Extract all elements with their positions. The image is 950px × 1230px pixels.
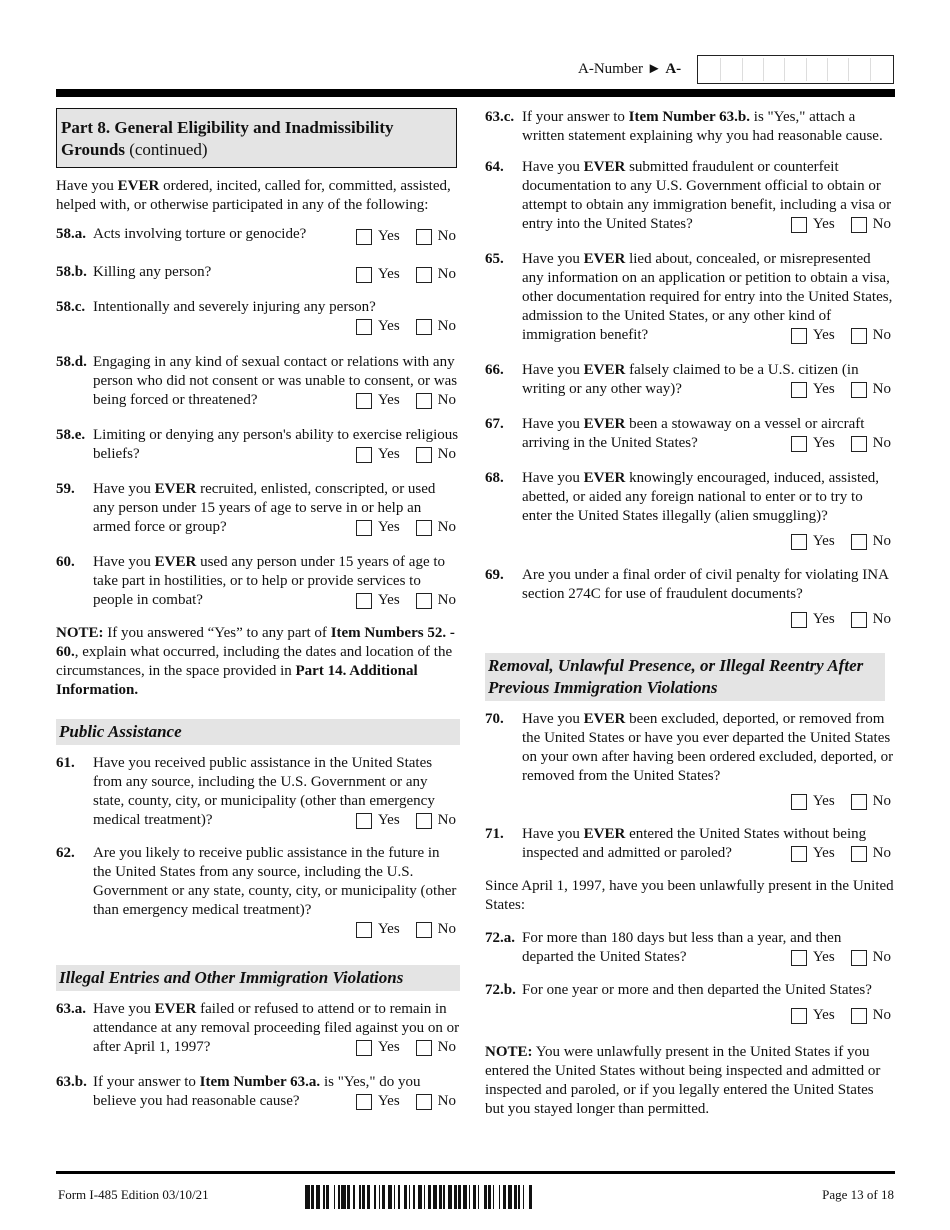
question-58b: 58.b. Killing any person? Yes No <box>56 263 460 284</box>
yes-no-58a: Yes No <box>356 227 460 246</box>
yes-checkbox[interactable] <box>791 534 807 550</box>
barcode-bar <box>532 1185 534 1209</box>
left-column <box>56 108 460 1127</box>
no-checkbox[interactable] <box>851 846 867 862</box>
question-58e: 58.e. Limiting or denying any person's ability to exercise religious beliefs? Yes No <box>56 427 459 462</box>
yes-no-63a: Yes No <box>356 1038 460 1057</box>
question-61: 61. Have you received public assistance in the United States from any source, including the U.S. Government or any state, county, city, or municipality (other than emergency medical treatment)? Yes No <box>56 754 460 830</box>
section-public-assistance: Public Assistance <box>56 719 460 745</box>
no-checkbox[interactable] <box>416 520 432 536</box>
no-checkbox[interactable] <box>416 1040 432 1056</box>
yes-no-71: Yes No <box>791 844 895 863</box>
yes-checkbox[interactable] <box>356 593 372 609</box>
note-items-52-60: NOTE: If you answered “Yes” to any part of Item Numbers 52. - 60., explain what occurred, including the dates and location of the circumstances, in the space provided in Part 14. Additional Information. <box>56 625 455 698</box>
question-59: 59. Have you EVER recruited, enlisted, conscripted, or used any person under 15 years of age to serve in or help an armed force or group? Yes No <box>56 480 460 537</box>
yes-no-65: Yes No <box>791 326 895 345</box>
a-number-input[interactable] <box>697 55 894 84</box>
yes-checkbox[interactable] <box>791 846 807 862</box>
section-illegal-entries: Illegal Entries and Other Immigration Violations <box>56 965 460 991</box>
yes-no-58d: Yes No <box>356 391 460 410</box>
no-checkbox[interactable] <box>851 950 867 966</box>
no-checkbox[interactable] <box>416 229 432 245</box>
yes-no-59: Yes No <box>356 518 460 537</box>
yes-no-61: Yes No <box>356 811 460 830</box>
yes-no-72b: Yes No <box>522 1006 895 1025</box>
question-72b: 72.b. For one year or more and then departed the United States? Yes No <box>485 981 895 1025</box>
yes-no-60: Yes No <box>356 591 460 610</box>
question-63a: 63.a. Have you EVER failed or refused to attend or to remain in attendance at any removal proceeding filed against you on or after April 1, 1997? Yes No <box>56 1001 460 1055</box>
question-58c: 58.c. Intentionally and severely injuring any person? Yes No <box>56 298 460 336</box>
since-1997-text: Since April 1, 1997, have you been unlawfully present in the United States: <box>485 878 894 913</box>
yes-checkbox[interactable] <box>356 1040 372 1056</box>
yes-no-69: Yes No <box>522 610 895 629</box>
yes-checkbox[interactable] <box>791 1008 807 1024</box>
question-63c: 63.c. If your answer to Item Number 63.b. is "Yes," attach a written statement explaining why you had reasonable cause. <box>485 109 883 144</box>
no-checkbox[interactable] <box>416 267 432 283</box>
question-69: 69. Are you under a final order of civil penalty for violating INA section 274C for use of fraudulent documents? Yes No <box>485 566 895 629</box>
no-checkbox[interactable] <box>851 217 867 233</box>
yes-checkbox[interactable] <box>356 1094 372 1110</box>
yes-checkbox[interactable] <box>356 393 372 409</box>
page-number: Page 13 of 18 <box>822 1187 894 1202</box>
section-removal-unlawful-presence: Removal, Unlawful Presence, or Illegal Reentry After Previous Immigration Violations <box>485 653 885 701</box>
right-column <box>485 108 895 1129</box>
no-checkbox[interactable] <box>416 447 432 463</box>
yes-no-63b: Yes No <box>356 1092 460 1111</box>
yes-checkbox[interactable] <box>356 813 372 829</box>
no-checkbox[interactable] <box>851 612 867 628</box>
yes-checkbox[interactable] <box>791 950 807 966</box>
no-checkbox[interactable] <box>851 1008 867 1024</box>
yes-checkbox[interactable] <box>791 794 807 810</box>
yes-checkbox[interactable] <box>356 319 372 335</box>
footer-rule <box>56 1171 895 1174</box>
yes-checkbox[interactable] <box>791 328 807 344</box>
yes-checkbox[interactable] <box>791 612 807 628</box>
yes-no-68: Yes No <box>522 532 895 551</box>
question-60: 60. Have you EVER used any person under 15 years of age to take part in hostilities, or to help or provide services to people in combat? Yes No <box>56 553 460 610</box>
yes-checkbox[interactable] <box>356 267 372 283</box>
part-heading: Part 8. General Eligibility and Inadmissibility Grounds (continued) <box>56 108 457 168</box>
yes-no-66: Yes No <box>791 380 895 399</box>
question-65: 65. Have you EVER lied about, concealed, or misrepresented any information on an application or petition to obtain a visa, other documentation required for entry into the United States, admission to the United States, or any other kind of immigration benefit? Yes No <box>485 250 895 345</box>
question-58a: 58.a. Acts involving torture or genocide? Yes No <box>56 225 460 246</box>
form-edition: Form I-485 Edition 03/10/21 <box>58 1187 209 1202</box>
yes-no-72a: Yes No <box>791 948 895 967</box>
yes-no-58b: Yes No <box>356 265 460 284</box>
yes-checkbox[interactable] <box>791 217 807 233</box>
no-checkbox[interactable] <box>416 593 432 609</box>
question-67: 67. Have you EVER been a stowaway on a vessel or aircraft arriving in the United States? Yes No <box>485 415 895 453</box>
no-checkbox[interactable] <box>851 794 867 810</box>
yes-checkbox[interactable] <box>356 520 372 536</box>
yes-no-64: Yes No <box>791 215 895 234</box>
question-68: 68. Have you EVER knowingly encouraged, induced, assisted, abetted, or aided any foreign national to enter or to try to enter the United States illegally (alien smuggling)? Yes No <box>485 469 895 551</box>
yes-no-58e: Yes No <box>356 445 460 464</box>
question-58d: 58.d. Engaging in any kind of sexual contact or relations with any person who did not consent or was unable to consent, or was being forced or threatened? Yes No <box>56 353 460 410</box>
yes-checkbox[interactable] <box>356 922 372 938</box>
yes-no-67: Yes No <box>791 434 895 453</box>
barcode-image <box>305 1185 715 1209</box>
no-checkbox[interactable] <box>851 328 867 344</box>
question-66: 66. Have you EVER falsely claimed to be a U.S. citizen (in writing or any other way)? Yes No <box>485 361 895 399</box>
yes-no-58c: Yes No <box>93 317 460 336</box>
note-unlawful-presence: NOTE: You were unlawfully present in the United States if you entered the United States without being inspected and admitted or inspected and paroled, or if you legally entered the United States but you stayed longer than permitted. <box>485 1044 881 1117</box>
no-checkbox[interactable] <box>851 534 867 550</box>
yes-checkbox[interactable] <box>356 229 372 245</box>
no-checkbox[interactable] <box>851 436 867 452</box>
no-checkbox[interactable] <box>416 319 432 335</box>
question-70: 70. Have you EVER been excluded, deported, or removed from the United States or have you ever departed the United States on your own after having been ordered excluded, deported, or removed from the United States? Yes No <box>485 711 894 809</box>
question-64: 64. Have you EVER submitted fraudulent or counterfeit documentation to any U.S. Government official to obtain or attempt to obtain any immigration benefit, including a visa or entry into the United States? Yes No <box>485 158 895 234</box>
yes-checkbox[interactable] <box>791 382 807 398</box>
question-72a: 72.a. For more than 180 days but less than a year, and then departed the United States? Yes No <box>485 929 895 967</box>
no-checkbox[interactable] <box>416 922 432 938</box>
yes-no-62: Yes No <box>93 920 460 939</box>
question-63b: 63.b. If your answer to Item Number 63.a. is "Yes," do you believe you had reasonable cause? Yes No <box>56 1073 460 1111</box>
yes-checkbox[interactable] <box>791 436 807 452</box>
yes-checkbox[interactable] <box>356 447 372 463</box>
no-checkbox[interactable] <box>851 382 867 398</box>
question-71: 71. Have you EVER entered the United States without being inspected and admitted or paroled? Yes No <box>485 825 895 863</box>
intro-text: Have you EVER ordered, incited, called for, committed, assisted, helped with, or otherwise participated in any of the following: <box>56 178 451 213</box>
a-number-label: A-Number ► A- <box>578 61 682 77</box>
no-checkbox[interactable] <box>416 393 432 409</box>
header-rule <box>56 89 895 97</box>
yes-no-70: Yes No <box>522 792 895 811</box>
no-checkbox[interactable] <box>416 1094 432 1110</box>
no-checkbox[interactable] <box>416 813 432 829</box>
question-62: 62. Are you likely to receive public assistance in the future in the United States from any source, including the U.S. Government or any state, county, city, or municipality (other than emergency medical treatment)? Yes No <box>56 844 460 939</box>
